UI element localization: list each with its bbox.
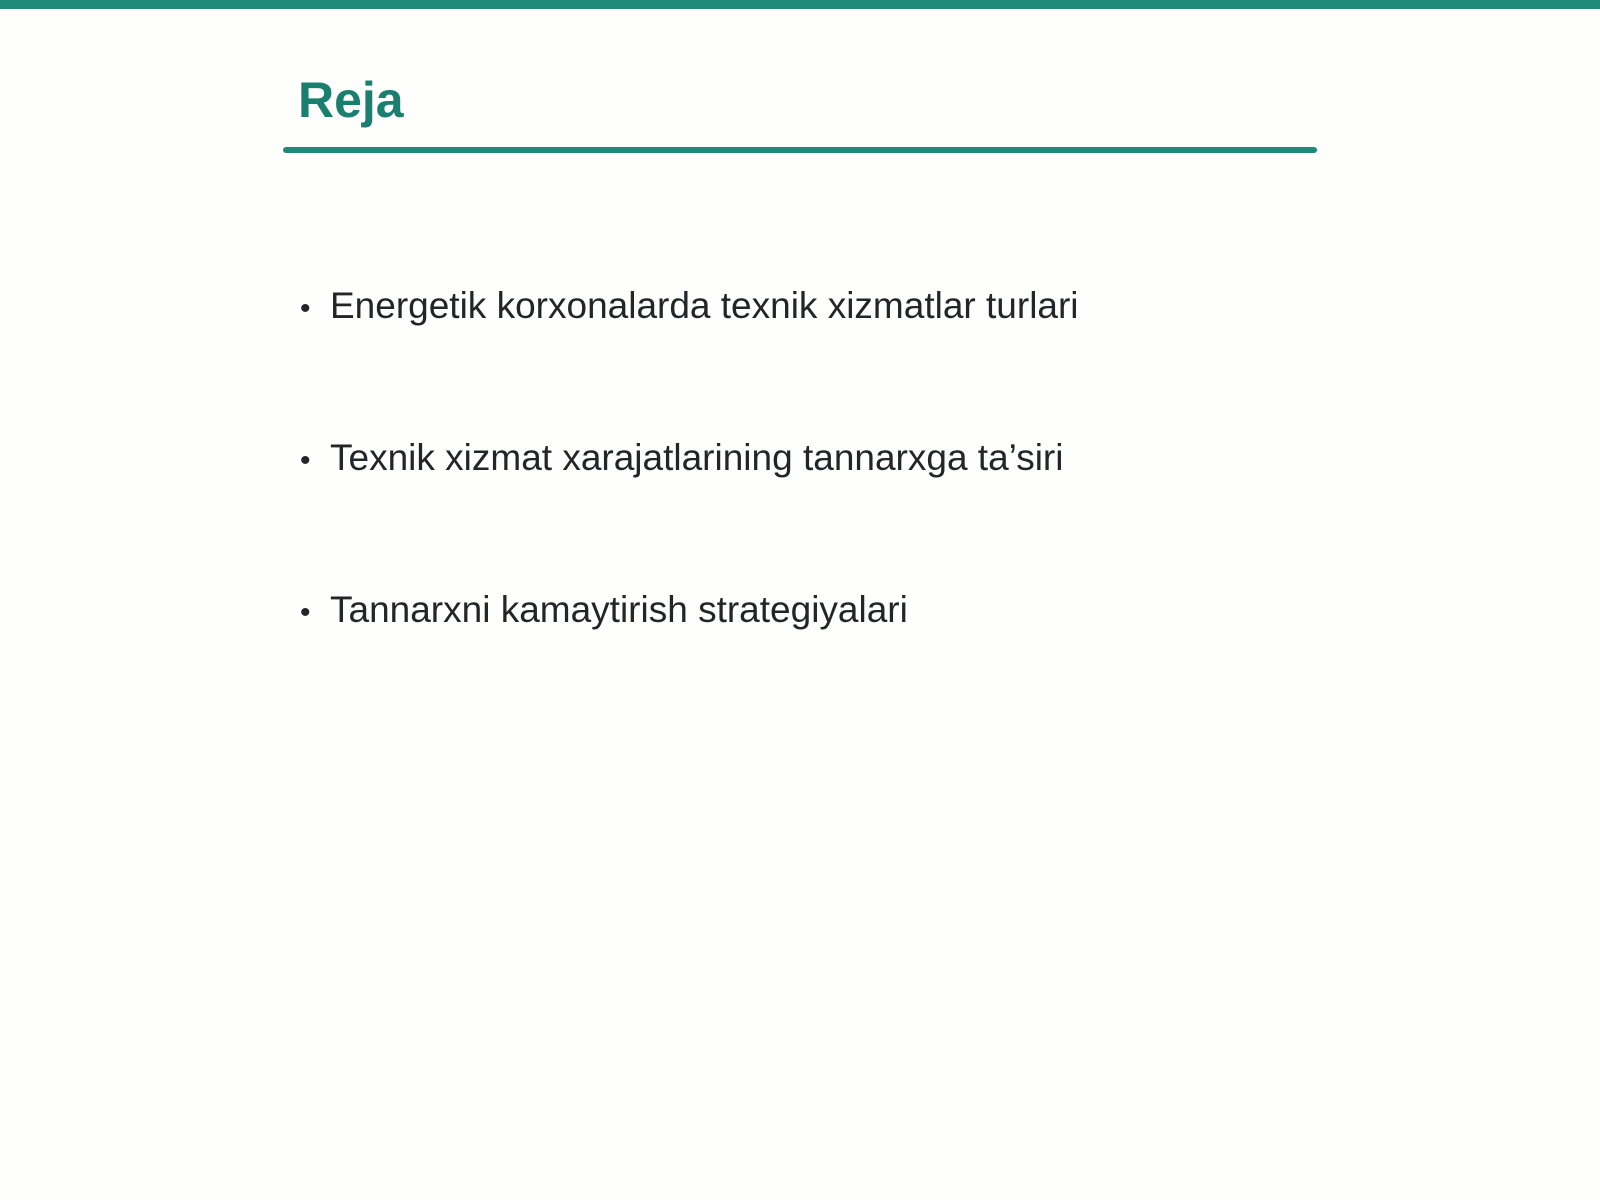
slide-title: Reja bbox=[298, 72, 404, 128]
list-item bbox=[300, 582, 1079, 734]
title-underline bbox=[283, 147, 1317, 153]
bullet-icon: • bbox=[300, 444, 311, 477]
list-item bbox=[300, 430, 1079, 582]
list-item bbox=[300, 278, 1079, 430]
bullet-text: Tannarxni kamaytirish strategiyalari bbox=[330, 589, 908, 630]
bullet-icon: • bbox=[300, 292, 311, 325]
top-accent-bar bbox=[0, 0, 1600, 9]
bullet-text: Texnik xizmat xarajatlarining tannarxga ta’siri bbox=[330, 437, 1064, 478]
bullet-text: Energetik korxonalarda texnik xizmatlar turlari bbox=[330, 285, 1079, 326]
bullet-icon: • bbox=[300, 596, 311, 629]
bullet-list bbox=[300, 278, 1079, 734]
